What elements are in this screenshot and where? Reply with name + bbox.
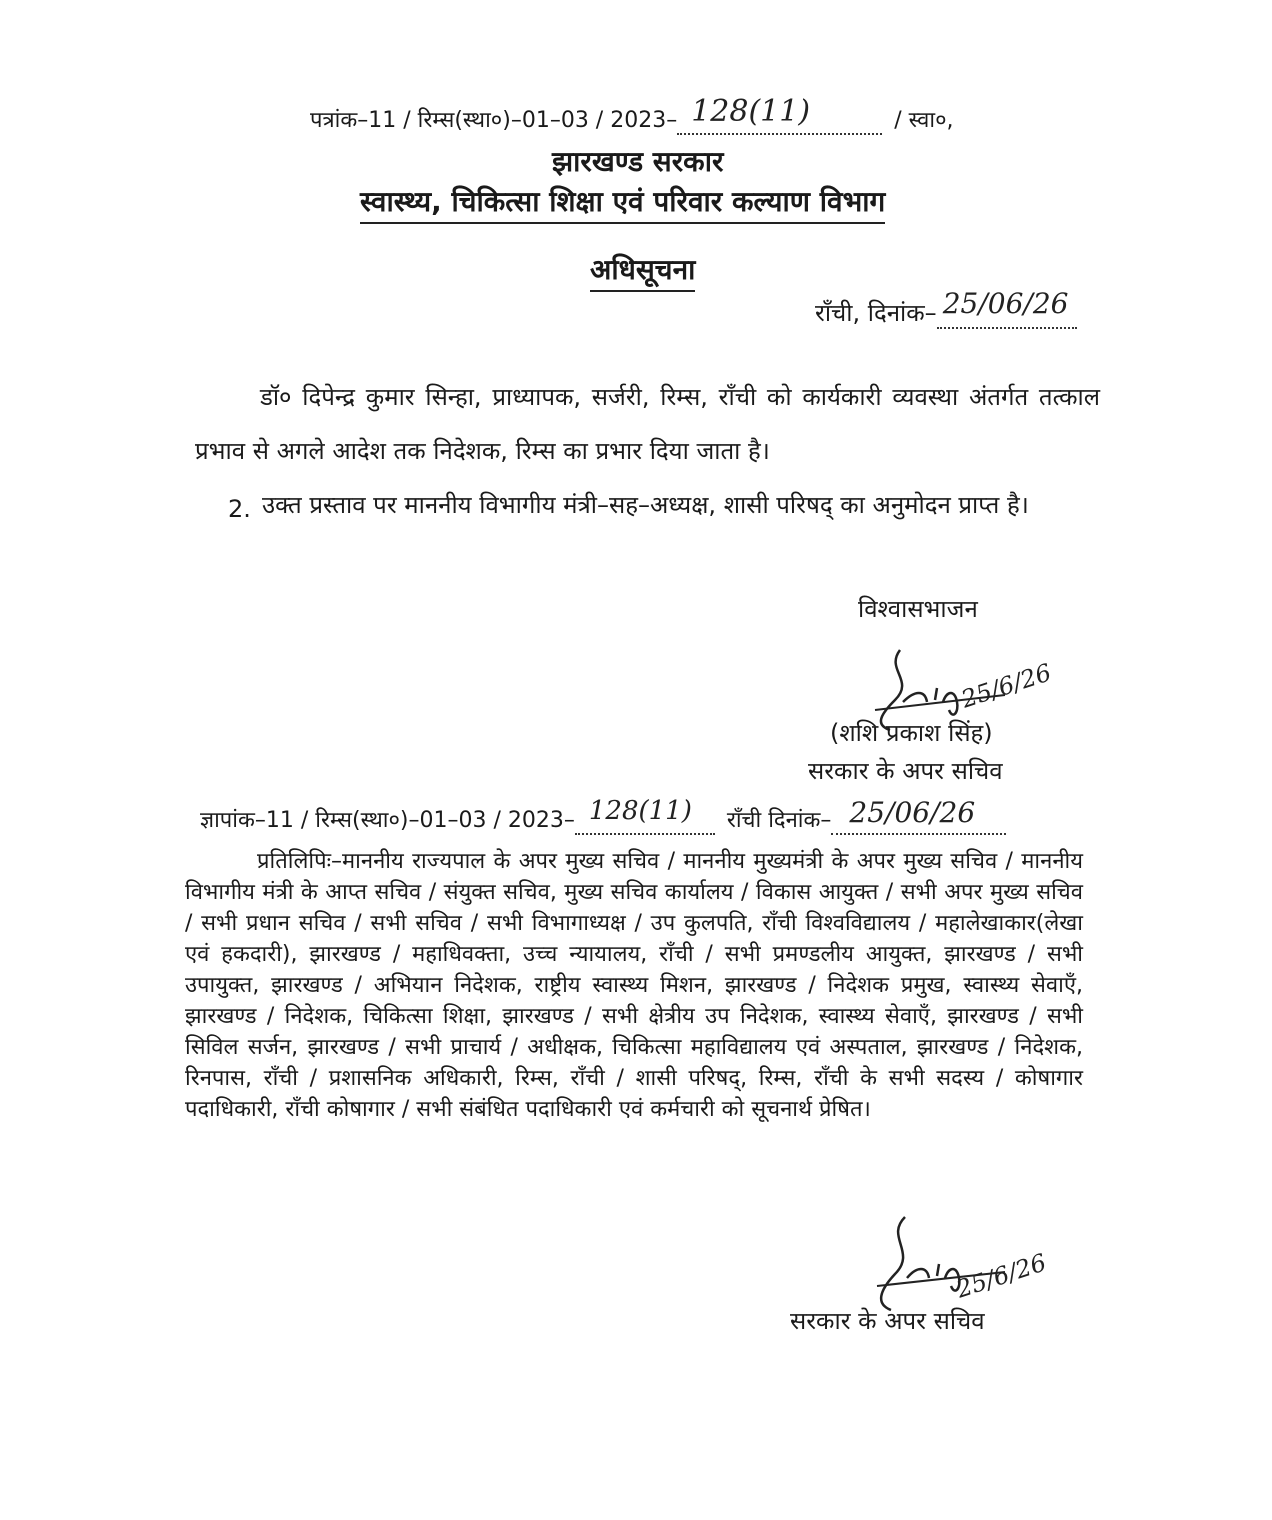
department-name: स्वास्थ्य, चिकित्सा शिक्षा एवं परिवार कल्याण विभाग	[360, 182, 885, 224]
memo-line	[200, 796, 1006, 835]
place-date	[815, 287, 1077, 329]
date-handwritten: 25/06/26	[937, 299, 1077, 329]
reference-prefix: पत्रांक–11 / रिम्स(स्था०)–01–03 / 2023–	[310, 108, 678, 133]
body-paragraph-1: डॉ० दिपेन्द्र कुमार सिन्हा, प्राध्यापक, सर्जरी, रिम्स, राँची को कार्यकारी व्यवस्था अंतर्गत तत्काल प्रभाव से अगले आदेश तक निदेशक, रिम्स का प्रभार दिया जाता है।	[195, 383, 1100, 465]
paragraph-2-number: 2.	[228, 495, 251, 523]
closing-text: विश्वासभाजन	[858, 595, 978, 623]
signatory-name: (शशि प्रकाश सिंह)	[830, 719, 993, 747]
signature-date-handwritten: 25/6/26	[957, 658, 1055, 714]
copy-distribution-text: प्रतिलिपिः–माननीय राज्यपाल के अपर मुख्य सचिव / माननीय मुख्यमंत्री के अपर मुख्य सचिव / माननीय विभागीय मंत्री के आप्त सचिव / संयुक्त सचिव, मुख्य सचिव कार्यालय / विकास आयुक्त / सभी अपर मुख्य सचिव / सभी प्रधान सचिव / सभी सचिव / सभी विभागाध्यक्ष / उप कुलपति, राँची विश्वविद्यालय / महालेखाकार(लेखा एवं हकदारी), झारखण्ड / महाधिवक्ता, उच्च न्यायालय, राँची / सभी प्रमण्डलीय आयुक्त, झारखण्ड / सभी उपायुक्त, झारखण्ड / अभियान निदेशक, राष्ट्रीय स्वास्थ्य मिशन, झारखण्ड / निदेशक प्रमुख, स्वास्थ्य सेवाएँ, झारखण्ड / निदेशक, चिकित्सा शिक्षा, झारखण्ड / सभी क्षेत्रीय उप निदेशक, स्वास्थ्य सेवाएँ, झारखण्ड / सभी सिविल सर्जन, झारखण्ड / सभी प्राचार्य / अधीक्षक, चिकित्सा महाविद्यालय एवं अस्पताल, झारखण्ड / निदेशक, रिनपास, राँची / प्रशासनिक अधिकारी, रिम्स, राँची / शासी परिषद्, रिम्स, राँची के सभी सदस्य / कोषागार पदाधिकारी, राँची कोषागार / सभी संबंधित पदाधिकारी एवं कर्मचारी को सूचनार्थ प्रेषित।	[185, 849, 1083, 1122]
memo-place-label: राँची दिनांक–	[726, 808, 832, 833]
document-title: अधिसूचना	[590, 250, 695, 292]
memo-date-handwritten: 25/06/26	[831, 808, 1006, 835]
body-paragraph-2: उक्त प्रस्ताव पर माननीय विभागीय मंत्री–सह–अध्यक्ष, शासी परिषद् का अनुमोदन प्राप्त है।	[262, 491, 1029, 519]
government-name: झारखण्ड सरकार	[552, 145, 724, 178]
reference-suffix: / स्वा०,	[894, 108, 954, 133]
reference-number-handwritten: 128(11)	[677, 108, 882, 135]
memo-number-handwritten: 128(11)	[575, 808, 715, 835]
signatory-2-designation: सरकार के अपर सचिव	[790, 1307, 985, 1335]
signature-2-date-handwritten: 25/6/26	[952, 1248, 1050, 1304]
place-date-label: राँची, दिनांक–	[815, 299, 937, 327]
reference-line	[310, 94, 954, 135]
memo-prefix: ज्ञापांक–11 / रिम्स(स्था०)–01–03 / 2023–	[200, 808, 575, 833]
signatory-designation: सरकार के अपर सचिव	[808, 757, 1003, 785]
